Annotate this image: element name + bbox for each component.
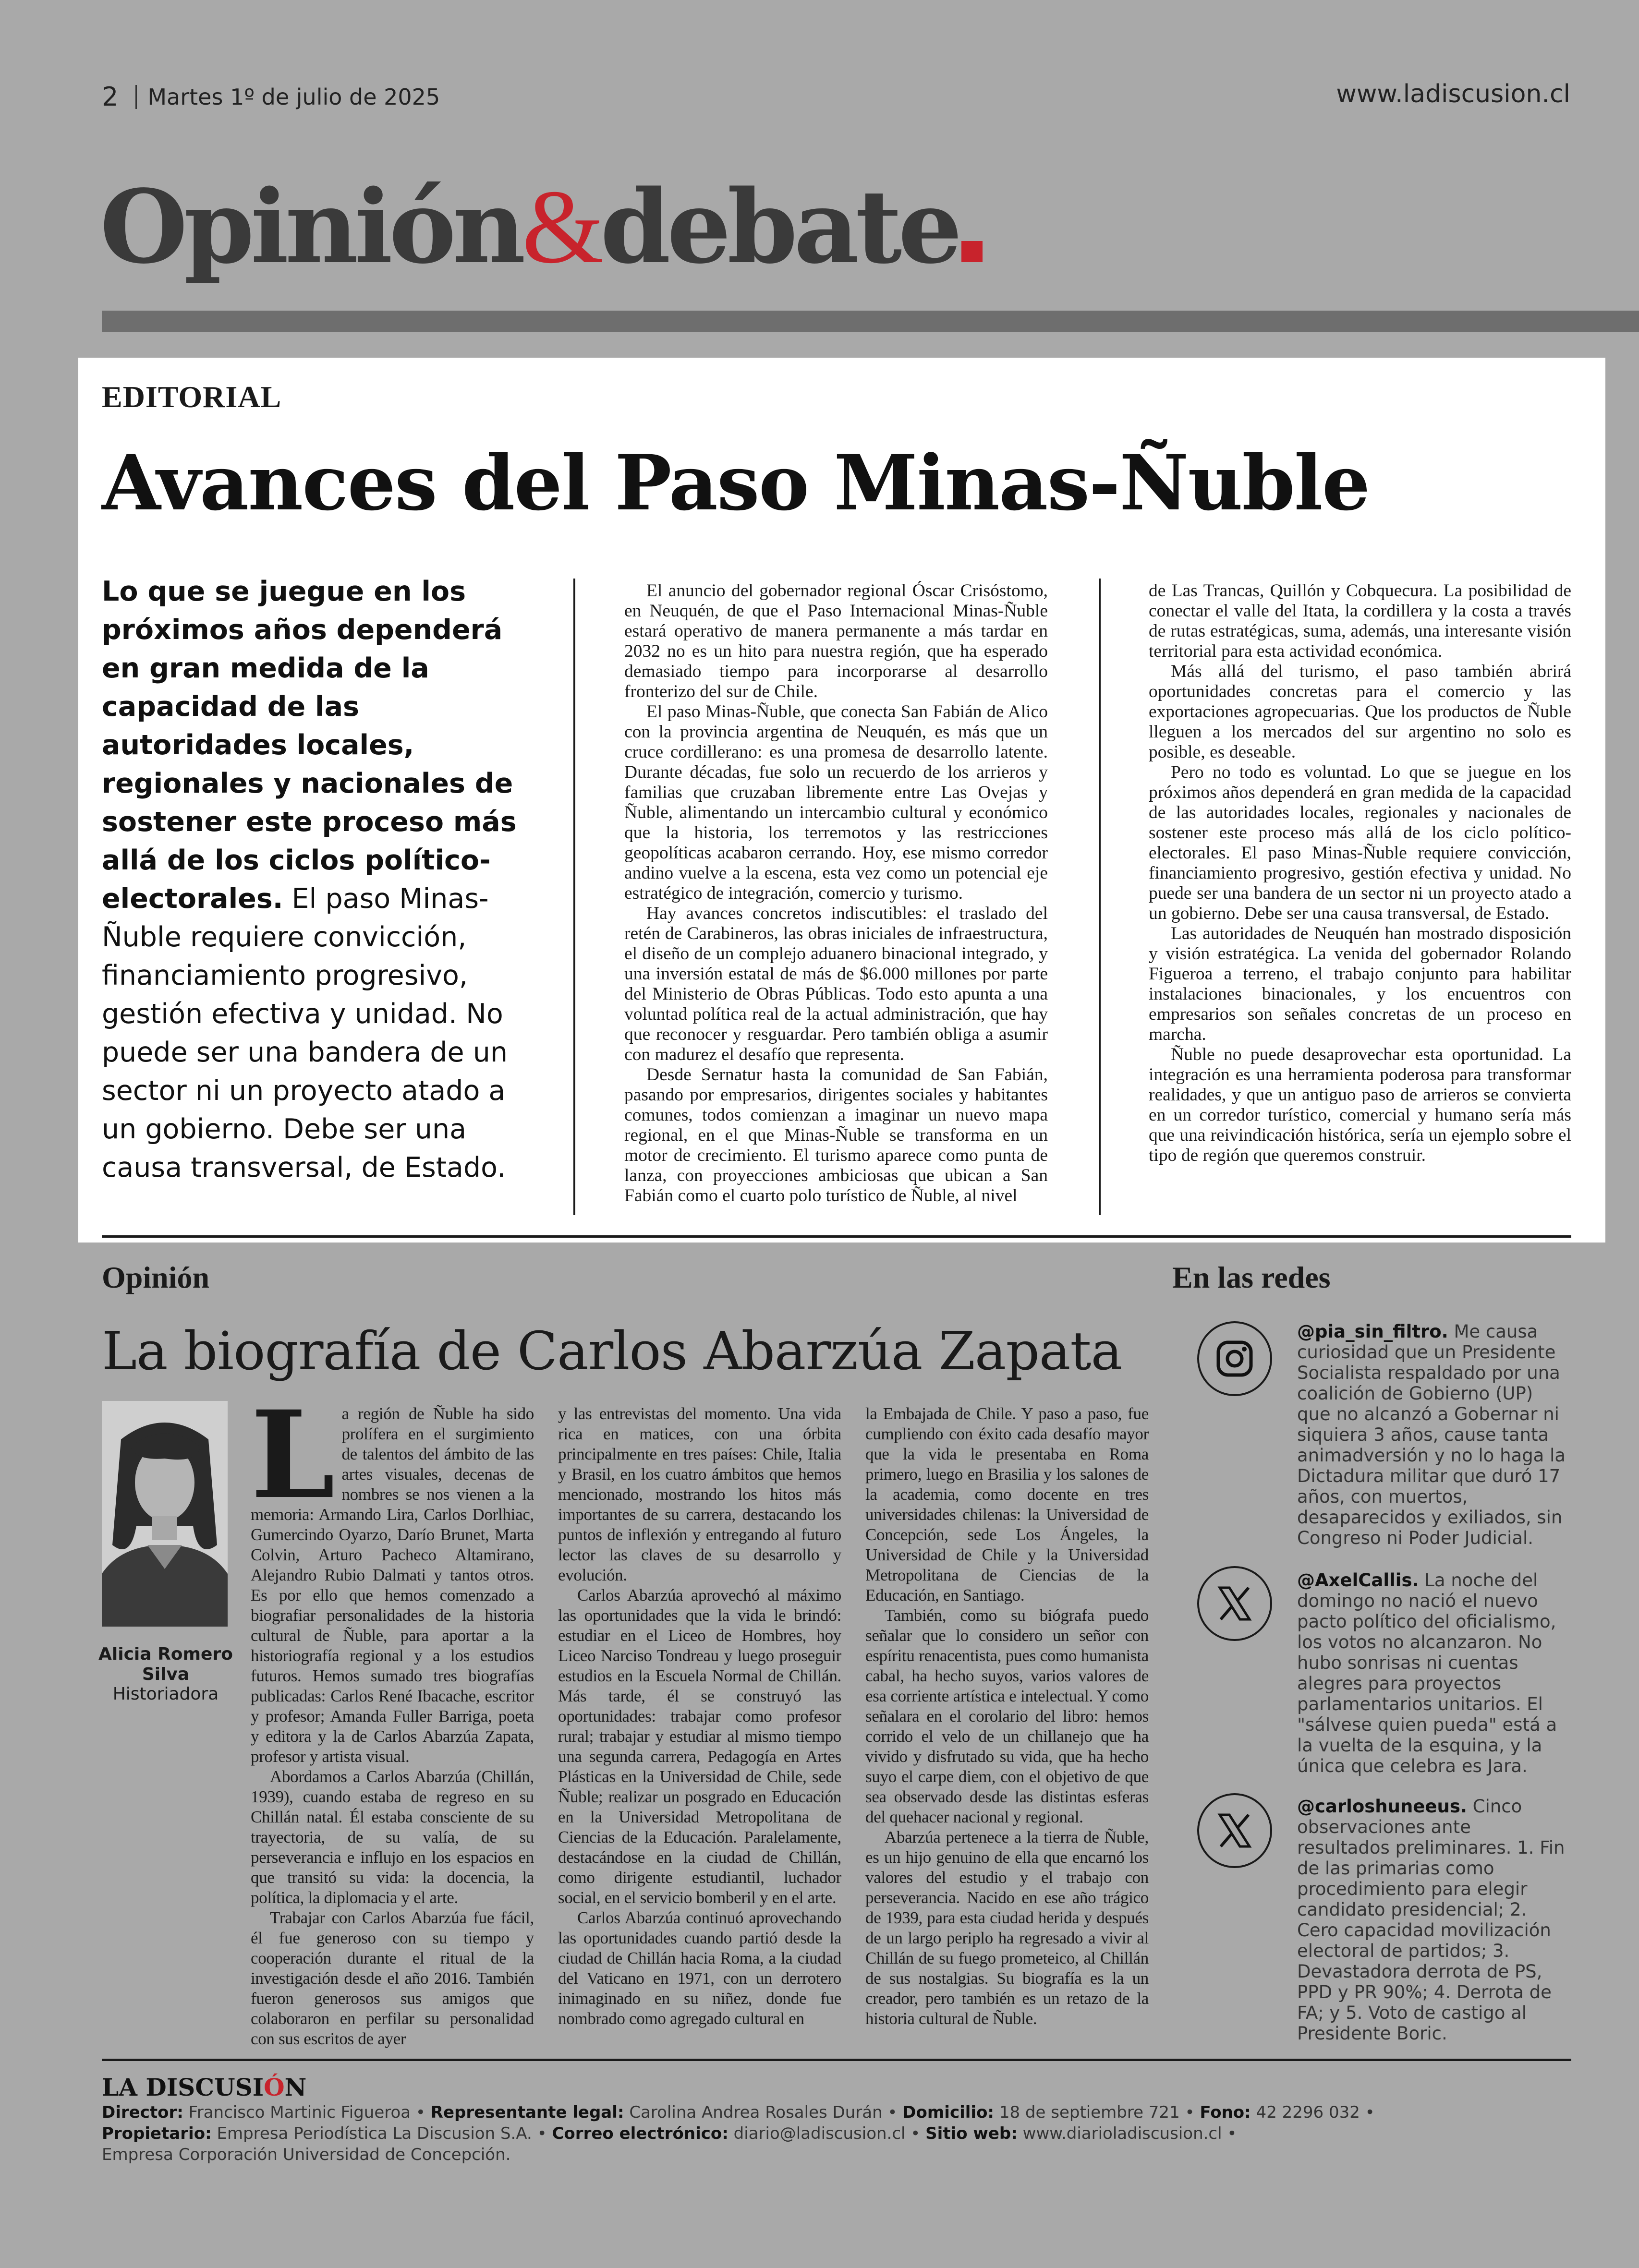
imprint-line-3: Empresa Corporación Universidad de Concepción. [102,2145,511,2164]
opinion-column-2 [558,1404,841,2029]
paragraph: Trabajar con Carlos Abarzúa fue fácil, él fue generoso con su tiempo y cooperación durante el ritual de la investigación desde el año 2016. También fueron generosos sus amigos que colaboraron en perfilar su personalidad con sus escritos de ayer [251,1908,534,2048]
paragraph: la Embajada de Chile. Y paso a paso, fue cumpliendo con éxito cada desafío mayor que la vida le presentaba en Roma primero, luego en Brasilia y los salones de la academia, como docente en tres universidades chilenas: la Universidad de Concepción, sede Los Ángeles, la Universidad de Chile y la Universidad Metropolitana de Ciencias de la Educación, en Santiago. [865,1404,1149,1604]
paragraph: Las autoridades de Neuquén han mostrado disposición y visión estratégica. La venida del gobernador Rolando Figueroa a terreno, el trabajo conjunto para habilitar instalaciones binacionales, y los encuentros con empresarios son señales concretas de un proceso en marcha. [1149,924,1571,1044]
editorial-column-2 [1149,581,1571,1166]
instagram-glyph [1215,1339,1254,1378]
editorial-lead-bold: Lo que se juegue en los próximos años dependerá en gran medida de la capacidad de las autoridades locales, regionales y nacionales de sostener este proceso más allá de los ciclos político-electorales. [102,576,517,915]
paragraph: El paso Minas-Ñuble, que conecta San Fabián de Alico con la provincia argentina de Neuquén, es más que un cruce cordillerano: es una promesa de desarrollo latente. Durante décadas, fue solo un recuerdo de los arrieros y familias que cruzaban libremente entre Las Ovejas y Ñuble, alimentando un intercambio cultural y económico que la historia, los terremotos y las restricciones geopolíticas acabaron cerrando. Hoy, ese mismo corredor andino vuelve a la escena, esta vez como un potencial eje estratégico de integración, comercio y turismo. [624,702,1048,903]
editorial-lead-regular: El paso Minas-Ñuble requiere convicción, financiamiento progresivo, gestión efectiva y unidad. No puede ser una bandera de un sector ni un proyecto atado a un gobierno. Debe ser una causa transversal, de Estado. [102,883,508,1183]
post-text: Cinco observaciones ante resultados preliminares. 1. Fin de las primarias como procedimiento para elegir candidato presidencial; 2. Cero capacidad movilización electoral de partidos; 3. Devastadora derrota de PS, PPD y PR 90%; 4. Derrota de FA; y 5. Voto de castigo al Presidente Boric. [1297,1796,1565,2044]
social-section-title: En las redes [1172,1260,1331,1294]
email-link[interactable]: diario@ladiscusion.cl • [728,2124,926,2143]
post-handle[interactable]: @AxelCallis. [1297,1570,1419,1591]
paragraph: Carlos Abarzúa aprovechó al máximo las oportunidades que la vida le brindó: estudiar en el Liceo de Hombres, hoy Liceo Narciso Tondreau y luego proseguir estudios en la Escuela Normal de Chillán. Más tarde, él se construyó las oportunidades: trabajar como profesor rural; trabajar y estudiar al mismo tiempo una segunda carrera, Pedagogía en Artes Plásticas en la Universidad de Chile, sede Ñuble; realizar un posgrado en Educación en la Universidad Metropolitana de Ciencias de la Educación. Paralelamente, destacándose en la ciudad de Chillán, como dirigente estudiantil, luchador social, en el servicio bomberil y en el arte. [558,1586,841,1907]
x-icon[interactable] [1197,1566,1272,1641]
social-post [1297,1321,1566,1548]
folio-divider [135,85,137,109]
post-handle[interactable]: @pia_sin_filtro. [1297,1321,1448,1342]
editorial-kicker: EDITORIAL [102,380,282,414]
paragraph: Más allá del turismo, el paso también abrirá oportunidades concretas para el comercio y las exportaciones agropecuarias. Que los productos de Ñuble lleguen a los mercados del sur argentino no solo es posible, es deseable. [1149,662,1571,762]
paragraph: a región de Ñuble ha sido prolífera en el surgimiento de talentos del ámbito de las artes visuales, decenas de nombres se nos vienen a la memoria: Armando Lira, Carlos Dorlhiac, Gumercindo Oyarzo, Darío Brunet, Marta Colvin, Arturo Pacheco Altamirano, Alejandro Rubio Dalmati y tantos otros. Es por ello que hemos comenzado a biografiar personalidades de la historia cultural de Ñuble, para aportar a la historiografía regional y a los estudios futuros. Hemos sumado tres biografías publicadas: Carlos René Ibacache, escritor y profesor; Amanda Fuller Barriga, poeta y editora y la de Carlos Abarzúa Zapata, profesor y artista visual. [251,1404,534,1766]
label: Propietario: [102,2124,212,2143]
x-icon[interactable] [1197,1793,1272,1868]
social-post [1297,1796,1566,2044]
post-text: La noche del domingo no nació el nuevo pacto político del oficialismo, los votos no alcanzaron. No hubo sonrisas ni cuentas alegres para proyectos parlamentarios unitarios. El "sálvese quien pueda" está a la vuelta de la esquina, y la única que celebra es Jara. [1297,1570,1557,1776]
value: Francisco Martinic Figueroa • [183,2103,431,2122]
section-title-ampersand: & [522,168,600,285]
website-link[interactable]: www.diarioladiscusion.cl • [1017,2124,1237,2143]
paragraph: Carlos Abarzúa continuó aprovechando las oportunidades cuando partió desde la ciudad de Chillán hacia Roma, a la ciudad del Vaticano en 1971, con un derrotero inimaginado en su niñez, donde fue nombrado como agregado cultural en [558,1908,841,2028]
social-post [1297,1570,1566,1776]
instagram-icon[interactable] [1197,1321,1272,1396]
author-photo [102,1401,228,1627]
author-role: Historiadora [112,1684,219,1704]
value: Empresa Periodística La Discusion S.A. • [211,2124,552,2143]
section-title-part1: Opinión [100,168,522,286]
label: Representante legal: [430,2103,624,2122]
opinion-headline: La biografía de Carlos Abarzúa Zapata [102,1320,1122,1382]
label: Correo electrónico: [552,2124,728,2143]
value: Carolina Andrea Rosales Durán • [624,2103,903,2122]
author-name: Alicia Romero Silva [98,1644,233,1684]
paragraph: y las entrevistas del momento. Una vida rica en matices, con una órbita principalmente en tres países: Chile, Italia y Brasil, en los cuatro ámbitos que hemos mencionado, mostrando los hitos más importantes de su carrera, destacando los puntos de inflexión y entregando al futuro lector las claves de su desarrollo y evolución. [558,1404,841,1584]
opinion-column-3 [865,1404,1149,2029]
column-divider [1099,579,1101,1215]
imprint [102,2102,1590,2165]
masthead-text: LA DISCUSI [102,2073,264,2101]
masthead-accent: Ó [264,2073,285,2101]
imprint-line-2 [102,2123,1590,2144]
issue-date: Martes 1º de julio de 2025 [147,84,440,110]
paragraph: El anuncio del gobernador regional Óscar Crisóstomo, en Neuquén, de que el Paso Internacional Minas-Ñuble estará operativo de manera permanente a más tardar en 2032 no es un hito para nuestra región, que ha esperado demasiado tiempo para incorporarse al desarrollo fronterizo del sur de Chile. [624,581,1048,701]
x-glyph [1216,1585,1253,1622]
paragraph: Abordamos a Carlos Abarzúa (Chillán, 1939), cuando estaba de regreso en su Chillán natal. Él estaba consciente de su trayectoria, de su valía, de su perseverancia e influjo en los espacios en que transitó su vida: la docencia, la política, la diplomacia y el arte. [251,1767,534,1907]
paragraph: Ñuble no puede desaprovechar esta oportunidad. La integración es una herramienta poderosa para transformar realidades, y que un antiguo paso de arrieros se convierta en un corredor turístico, comercial y humano sería más que una reivindicación histórica, sería un ejemplo sobre el tipo de región que queremos construir. [1149,1045,1571,1165]
section-title-part2: debate [600,168,959,286]
label: Fono: [1200,2103,1251,2122]
label: Sitio web: [925,2124,1018,2143]
imprint-line-1 [102,2102,1590,2123]
paragraph: Desde Sernatur hasta la comunidad de San Fabián, pasando por empresarios, dirigentes sociales y habitantes comunes, todos comienzan a imaginar un nuevo mapa regional, en el que Minas-Ñuble se transforma en un motor de crecimiento. El turismo aparece como punta de lanza, con proyecciones ambiciosas que ubican a San Fabián como el cuarto polo turístico de Ñuble, al nivel [624,1065,1048,1206]
paragraph: También, como su biógrafa puedo señalar que lo considero un señor con espíritu renacentista, pues como humanista cabal, ha hecho suyos, varios valores de esa corriente artística e intelectual. Y como señalara en el corolario del libro: hemos corrido el velo de un chillanejo que ha vivido y disfrutado su vida, que ha hecho suyo el carpe diem, con el objetivo de que sea observado desde las distintas esferas del quehacer nacional y regional. [865,1606,1149,1826]
section-title [100,168,983,286]
opinion-kicker: Opinión [102,1260,210,1294]
post-handle[interactable]: @carloshuneeus. [1297,1796,1467,1817]
author-portrait [102,1401,228,1627]
value: 18 de septiembre 721 • [994,2103,1200,2122]
opinion-column-1 [251,1384,534,2049]
folio [102,82,440,112]
editorial-lead [102,572,529,1187]
paragraph: Hay avances concretos indiscutibles: el traslado del retén de Carabineros, las obras iniciales de infraestructura, el diseño de un complejo aduanero binacional integrado, y una inversión estatal de más de $6.000 millones por parte del Ministerio de Obras Públicas. Todo esto apunta a una voluntad política real de la actual administración, que hay que reconocer y resguardar. Pero también obliga a asumir con madurez el desafío que representa. [624,904,1048,1064]
label: Director: [102,2103,183,2122]
value: 42 2296 032 • [1250,2103,1375,2122]
drop-cap: L [251,1384,335,1525]
paragraph: Abarzúa pertenece a la tierra de Ñuble, es un hijo genuino de ella que encarnó los valores del estudio y el trabajo con perseverancia. Nacido en ese año trágico de 1939, para esta ciudad herida y después de un largo periplo ha regresado a vivir al Chillán de su fuego prometeico, al Chillán de sus nostalgias. Su biografía es la un creador, pero también es un retazo de la historia cultural de Ñuble. [865,1828,1149,2028]
masthead-logo [102,2073,306,2101]
paragraph: de Las Trancas, Quillón y Cobquecura. La posibilidad de conectar el valle del Itata, la cordillera y la costa a través de rutas estratégicas, suma, además, una interesante visión territorial para esta actividad económica. [1149,581,1571,661]
post-text: Me causa curiosidad que un Presidente Socialista respaldado por una coalición de Gobierno (UP) que no alcanzó a Gobernar ni siquiera 3 años, cause tanta animadversión y no lo haga la Dictadura militar que duró 17 años, con muertos, desaparecidos y exiliados, sin Congreso ni Poder Judicial. [1297,1321,1566,1548]
red-square-icon [961,241,983,262]
label: Domicilio: [902,2103,995,2122]
page-number: 2 [102,82,119,112]
column-divider [573,579,575,1215]
editorial-headline: Avances del Paso Minas-Ñuble [102,439,1370,528]
footer-rule [102,2059,1571,2061]
section-divider-bar [102,311,1639,332]
editorial-bottom-rule [102,1235,1571,1238]
paragraph: Pero no todo es voluntad. Lo que se juegue en los próximos años dependerá en gran medida de la capacidad de las autoridades locales, regionales y nacionales de sostener este proceso más allá de los ciclo político-electorales. El paso Minas-Ñuble requiere convicción, financiamiento progresivo, gestión efectiva y unidad. No puede ser una bandera de un sector ni un proyecto atado a un gobierno. Debe ser una causa transversal, de Estado. [1149,762,1571,923]
website-link[interactable]: www.ladiscusion.cl [1336,80,1570,109]
x-glyph [1216,1812,1253,1849]
masthead-text: N [284,2073,307,2101]
editorial-column-1 [624,581,1048,1206]
